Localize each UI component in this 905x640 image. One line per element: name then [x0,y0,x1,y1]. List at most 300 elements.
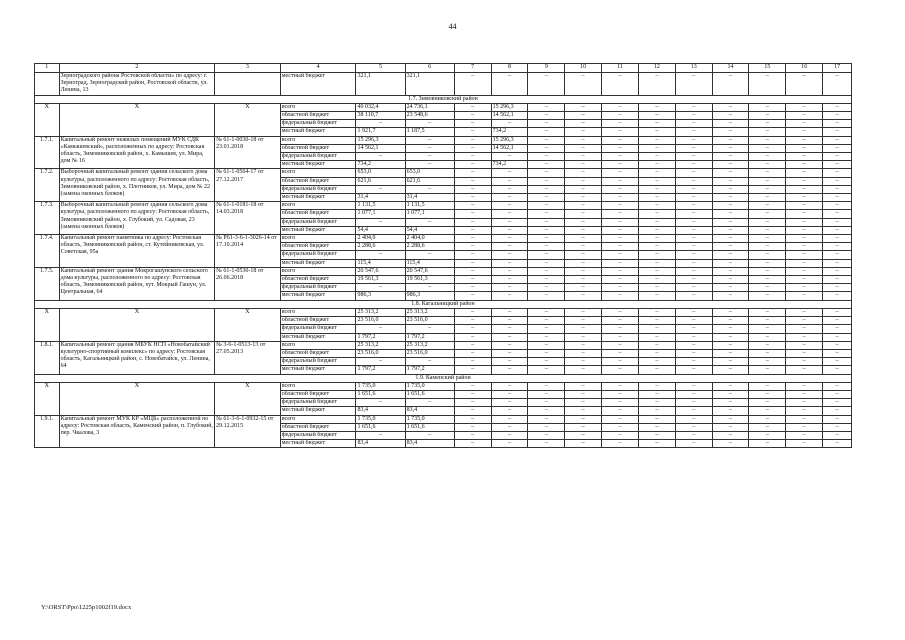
value-cell: – [712,440,749,448]
value-cell: – [638,144,675,152]
value-cell: – [565,390,602,398]
value-cell: – [405,431,454,439]
funding-source: областной бюджет [280,210,356,218]
value-cell: – [491,218,528,226]
column-number: 16 [786,64,823,73]
value-cell: – [356,251,405,259]
object-name: Капитальный ремонт здания МБУК НСП «Новобатайский культурно-спортивный комплекс» по адресу: Ростовская область, Кагальницкий район, с. Новобатайск, ул. Ленина, 64 [59,341,215,374]
row-number [35,73,60,96]
value-cell: – [749,308,786,316]
value-cell: – [491,259,528,267]
value-cell: – [491,226,528,234]
value-cell: – [749,226,786,234]
value-cell: – [638,251,675,259]
table-row [35,73,852,96]
value-cell: – [638,431,675,439]
value-cell: – [602,185,639,193]
value-cell: – [823,333,852,341]
value-cell: – [405,284,454,292]
value-cell: 1 131,5 [405,202,454,210]
value-cell: – [491,407,528,415]
value-cell: – [712,185,749,193]
value-cell: – [786,136,823,144]
value-cell: – [749,120,786,128]
table-body [35,64,852,448]
value-cell: – [528,161,565,169]
value-cell: – [675,440,712,448]
value-cell: – [638,390,675,398]
value-cell: – [491,440,528,448]
value-cell: – [823,267,852,275]
document-ref: Х [215,308,281,341]
value-cell: – [823,218,852,226]
value-cell: – [405,120,454,128]
value-cell: – [638,226,675,234]
value-cell: 25 313,2 [405,308,454,316]
funding-source: местный бюджет [280,226,356,234]
value-cell: – [565,210,602,218]
value-cell: – [675,259,712,267]
value-cell: – [638,259,675,267]
object-name: Капитальный ремонт нежилых помещений МУК СДК «Камышевский», расположенных по адресу: Ростовская область, Зимовниковский район, х. Камышев, ул. Мира, дом № 16 [59,136,215,169]
value-cell: – [749,317,786,325]
value-cell: – [675,276,712,284]
value-cell: – [565,226,602,234]
value-cell: – [454,284,491,292]
value-cell: – [712,210,749,218]
value-cell: – [712,136,749,144]
value-cell: 23 516,0 [356,349,405,357]
value-cell: – [749,202,786,210]
value-cell: – [823,153,852,161]
table-row [35,341,852,349]
funding-source: всего [280,202,356,210]
value-cell: – [786,333,823,341]
value-cell: – [638,128,675,136]
value-cell: – [528,103,565,111]
value-cell: – [749,440,786,448]
value-cell: – [786,218,823,226]
value-cell: – [454,120,491,128]
value-cell: – [749,177,786,185]
value-cell: – [405,358,454,366]
value-cell: – [675,292,712,300]
value-cell: – [823,415,852,423]
value-cell: – [675,382,712,390]
value-cell: – [602,317,639,325]
value-cell: – [786,103,823,111]
value-cell: – [602,308,639,316]
value-cell: – [565,292,602,300]
value-cell: – [638,349,675,357]
value-cell: – [528,235,565,243]
value-cell: – [602,144,639,152]
value-cell: – [786,202,823,210]
value-cell: – [602,202,639,210]
value-cell: 1 651,6 [356,423,405,431]
value-cell: 1 797,2 [356,366,405,374]
value-cell: – [565,177,602,185]
row-number: 1.9.1. [35,415,60,448]
funding-source: местный бюджет [280,259,356,267]
value-cell: – [565,267,602,275]
value-cell: – [454,144,491,152]
value-cell: – [454,169,491,177]
value-cell: – [454,226,491,234]
value-cell: – [602,194,639,202]
column-number: 17 [823,64,852,73]
value-cell: – [749,341,786,349]
value-cell: – [712,415,749,423]
value-cell: – [528,210,565,218]
value-cell: 23 516,0 [405,349,454,357]
value-cell: – [565,317,602,325]
value-cell: – [675,185,712,193]
value-cell: – [712,120,749,128]
page-number: 44 [448,22,457,31]
table-row [35,382,852,390]
value-cell: – [602,128,639,136]
value-cell: – [712,399,749,407]
value-cell: – [528,333,565,341]
value-cell: – [405,153,454,161]
value-cell: – [565,440,602,448]
value-cell: – [565,333,602,341]
value-cell: – [602,349,639,357]
value-cell: – [823,243,852,251]
value-cell: – [602,153,639,161]
column-number: 10 [565,64,602,73]
value-cell: – [823,325,852,333]
value-cell: – [454,251,491,259]
value-cell: – [454,161,491,169]
value-cell: 14 562,1 [491,112,528,120]
value-cell: – [675,226,712,234]
value-cell: – [712,366,749,374]
column-number: 4 [280,64,356,73]
value-cell: – [675,144,712,152]
value-cell: – [638,136,675,144]
value-cell: – [491,415,528,423]
value-cell: – [528,144,565,152]
section-title: 1.9. Каменский район [35,374,852,382]
value-cell: – [454,243,491,251]
value-cell: – [712,103,749,111]
value-cell: – [565,423,602,431]
value-cell: – [823,177,852,185]
value-cell: – [454,325,491,333]
value-cell: – [675,317,712,325]
value-cell: – [749,194,786,202]
section-total-label: Х [59,308,215,341]
value-cell: – [712,128,749,136]
value-cell: – [823,431,852,439]
value-cell: – [491,382,528,390]
value-cell: – [749,144,786,152]
value-cell: – [491,325,528,333]
section-total-label: Х [59,382,215,415]
row-number: Х [35,382,60,415]
value-cell: – [823,73,852,96]
value-cell: 83,4 [356,440,405,448]
value-cell: – [528,153,565,161]
value-cell: 19 561,3 [405,276,454,284]
value-cell: 1 651,6 [405,423,454,431]
value-cell: – [712,161,749,169]
value-cell: – [528,169,565,177]
column-number: 6 [405,64,454,73]
value-cell: – [638,308,675,316]
value-cell: 25 313,2 [405,341,454,349]
value-cell: 83,4 [405,407,454,415]
value-cell: – [356,431,405,439]
value-cell: – [528,73,565,96]
value-cell: – [786,177,823,185]
value-cell: 1 921,7 [356,128,405,136]
column-number: 15 [749,64,786,73]
value-cell: – [356,399,405,407]
value-cell: – [528,292,565,300]
value-cell: 24 736,1 [405,103,454,111]
value-cell: – [823,112,852,120]
value-cell: – [786,390,823,398]
value-cell: – [712,349,749,357]
table-row [35,103,852,111]
value-cell: – [712,73,749,96]
value-cell: – [528,120,565,128]
value-cell: – [602,251,639,259]
value-cell: – [454,267,491,275]
value-cell: 15 296,3 [491,136,528,144]
value-cell: – [786,407,823,415]
value-cell: – [786,169,823,177]
value-cell: – [602,218,639,226]
funding-source: областной бюджет [280,243,356,251]
document-ref: № Р61-3-6-1-3026-14 от 17.10.2014 [215,235,281,268]
funding-source: местный бюджет [280,161,356,169]
table-row [35,136,852,144]
column-number: 7 [454,64,491,73]
value-cell: – [786,431,823,439]
value-cell: – [786,267,823,275]
value-cell: – [786,317,823,325]
value-cell: – [491,308,528,316]
value-cell: – [602,341,639,349]
value-cell: – [749,112,786,120]
column-number: 2 [59,64,215,73]
value-cell: – [823,366,852,374]
value-cell: – [565,161,602,169]
value-cell: 1 651,6 [356,390,405,398]
value-cell: – [786,226,823,234]
value-cell: – [528,415,565,423]
value-cell: 1 131,5 [356,202,405,210]
value-cell: – [528,251,565,259]
funding-source: областной бюджет [280,112,356,120]
value-cell: – [454,185,491,193]
value-cell: – [528,202,565,210]
value-cell: – [602,177,639,185]
value-cell: – [675,210,712,218]
value-cell: – [712,235,749,243]
funding-source: всего [280,382,356,390]
value-cell: – [602,235,639,243]
value-cell: – [602,423,639,431]
value-cell: – [675,407,712,415]
value-cell: – [528,341,565,349]
value-cell: – [638,210,675,218]
value-cell: – [823,317,852,325]
value-cell: – [712,358,749,366]
value-cell: – [823,235,852,243]
value-cell: – [638,267,675,275]
value-cell: 14 562,1 [356,144,405,152]
row-number: Х [35,103,60,136]
value-cell: – [823,341,852,349]
value-cell: – [749,349,786,357]
value-cell: – [405,399,454,407]
value-cell: – [786,325,823,333]
funding-source: федеральный бюджет [280,399,356,407]
value-cell: – [491,423,528,431]
value-cell: – [712,202,749,210]
value-cell: – [786,243,823,251]
value-cell: – [491,235,528,243]
value-cell: – [675,128,712,136]
value-cell: – [786,292,823,300]
value-cell: – [454,210,491,218]
value-cell: – [528,358,565,366]
column-number: 11 [602,64,639,73]
value-cell: – [749,136,786,144]
funding-source: местный бюджет [280,407,356,415]
value-cell: – [602,382,639,390]
value-cell: – [712,284,749,292]
value-cell: – [565,218,602,226]
value-cell: – [638,325,675,333]
header-row [35,64,852,73]
value-cell: – [454,177,491,185]
value-cell: – [602,358,639,366]
value-cell: – [528,423,565,431]
value-cell: – [749,259,786,267]
value-cell: – [528,185,565,193]
value-cell: – [491,358,528,366]
value-cell: 1 735,0 [405,415,454,423]
value-cell: 20 547,6 [356,267,405,275]
value-cell: – [823,276,852,284]
document-ref: № 61-1-0030-18 от 23.01.2018 [215,136,281,169]
funding-source: федеральный бюджет [280,251,356,259]
value-cell: – [528,218,565,226]
value-cell: – [675,325,712,333]
value-cell: – [356,153,405,161]
value-cell: – [786,73,823,96]
value-cell: – [712,317,749,325]
value-cell: – [823,407,852,415]
value-cell: – [602,407,639,415]
value-cell: – [491,276,528,284]
value-cell: – [786,259,823,267]
funding-source: всего [280,308,356,316]
value-cell: – [749,284,786,292]
value-cell: – [712,390,749,398]
value-cell: – [675,431,712,439]
section-total-label: Х [59,103,215,136]
value-cell: – [528,325,565,333]
document-ref: № 61-1-0564-17 от 27.12.2017 [215,169,281,202]
value-cell: 621,6 [405,177,454,185]
value-cell: – [454,440,491,448]
value-cell: – [454,407,491,415]
funding-source: местный бюджет [280,128,356,136]
value-cell: – [823,251,852,259]
value-cell: – [823,210,852,218]
value-cell: 19 561,3 [356,276,405,284]
value-cell: – [491,202,528,210]
value-cell: 23 548,6 [405,112,454,120]
value-cell: – [454,390,491,398]
value-cell: – [491,169,528,177]
value-cell: 986,3 [405,292,454,300]
value-cell: – [638,153,675,161]
column-number: 12 [638,64,675,73]
value-cell: – [454,153,491,161]
value-cell: – [786,120,823,128]
value-cell: – [675,349,712,357]
value-cell: 115,4 [356,259,405,267]
value-cell: – [528,407,565,415]
value-cell: – [602,161,639,169]
value-cell: – [638,333,675,341]
value-cell: 2 404,0 [405,235,454,243]
value-cell: – [675,194,712,202]
document-ref: № 61-1-0181-18 от 14.03.2018 [215,202,281,235]
value-cell: – [454,128,491,136]
value-cell: – [823,120,852,128]
value-cell: – [823,136,852,144]
funding-source: местный бюджет [280,366,356,374]
value-cell: – [454,235,491,243]
value-cell: – [638,382,675,390]
value-cell: – [675,423,712,431]
value-cell: – [638,317,675,325]
value-cell: 54,4 [356,226,405,234]
value-cell: – [565,399,602,407]
value-cell: – [749,243,786,251]
value-cell: – [528,259,565,267]
value-cell: – [749,251,786,259]
value-cell: – [565,251,602,259]
value-cell: – [675,333,712,341]
value-cell: – [454,292,491,300]
value-cell: – [565,136,602,144]
value-cell: – [823,284,852,292]
value-cell: 2 404,0 [356,235,405,243]
value-cell: – [528,366,565,374]
value-cell: 734,2 [491,128,528,136]
section-title: 1.7. Зимовниковский район [35,95,852,103]
value-cell: – [712,112,749,120]
value-cell: – [638,218,675,226]
value-cell: – [786,144,823,152]
value-cell: – [565,120,602,128]
value-cell: – [749,333,786,341]
value-cell: – [565,259,602,267]
value-cell: 2 288,6 [405,243,454,251]
row-number: 1.8.1. [35,341,60,374]
funding-source: федеральный бюджет [280,358,356,366]
